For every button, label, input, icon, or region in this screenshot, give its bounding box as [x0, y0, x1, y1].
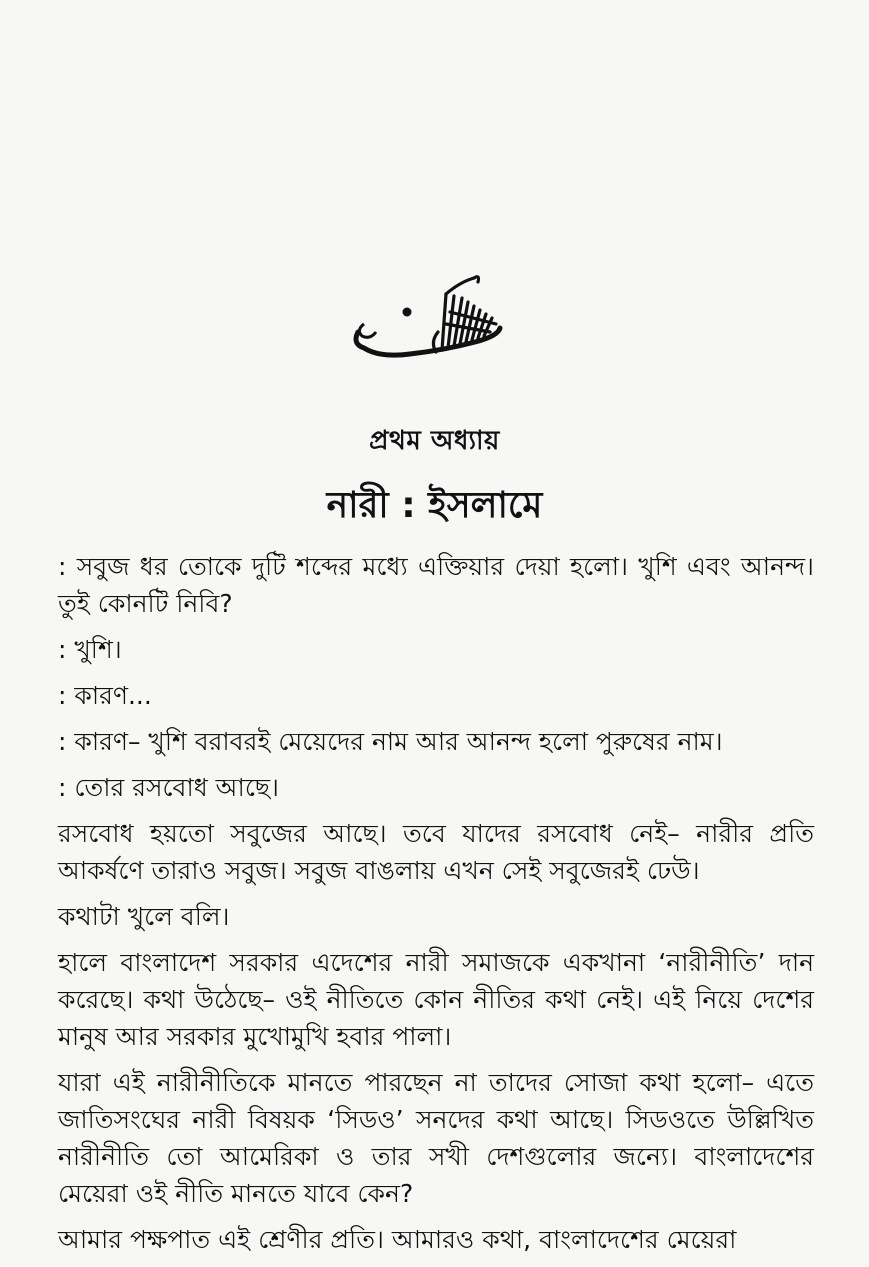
paragraph: : কারণ...	[58, 681, 152, 710]
paragraph: : সবুজ ধর তোকে দুটি শব্দের মধ্যে এক্তিয়ার দেয়া হলো। খুশি এবং আনন্দ। তুই কোনটি নিবি?	[58, 552, 814, 618]
calligraphy-ornament	[350, 272, 510, 382]
paragraph: : তোর রসবোধ আছে।	[58, 773, 279, 802]
chapter-title: নারী : ইসলামে	[326, 485, 543, 526]
chapter-number: প্রথম অধ্যায়	[369, 426, 500, 456]
paragraph: : কারণ– খুশি বরাবরই মেয়েদের নাম আর আনন্দ হলো পুরুষের নাম।	[58, 727, 723, 756]
paragraph: কথাটা খুলে বলি।	[58, 902, 230, 931]
paragraph: হালে বাংলাদেশ সরকার এদেশের নারী সমাজকে একখানা ‘নারীনীতি’ দান করেছে। কথা উঠেছে– ওই নীতিতে কোন নীতির কথা নেই। এই নিয়ে দেশের মানুষ আর সরকার মুখোমুখি হবার পালা।	[58, 948, 814, 1051]
paragraph: আমার পক্ষপাত এই শ্রেণীর প্রতি। আমারও কথা, বাংলাদেশের মেয়েরা	[58, 1225, 737, 1254]
paragraph: : খুশি।	[58, 635, 122, 664]
paragraph: রসবোধ হয়তো সবুজের আছে। তবে যাদের রসবোধ নেই– নারীর প্রতি আকর্ষণে তারাও সবুজ। সবুজ বাঙলায় এখন সেই সবুজেরই ঢেউ।	[58, 819, 814, 885]
body-text	[58, 548, 814, 1267]
paragraph: যারা এই নারীনীতিকে মানতে পারছেন না তাদের সোজা কথা হলো– এতে জাতিসংঘের নারী বিষয়ক ‘সিডও’ সনদের কথা আছে। সিডওতে উল্লিখিত নারীনীতি তো আমেরিকা ও তার সখী দেশগুলোর জন্যে। বাংলাদেশের মেয়েরা ওই নীতি মানতে যাবে কেন?	[58, 1068, 814, 1208]
